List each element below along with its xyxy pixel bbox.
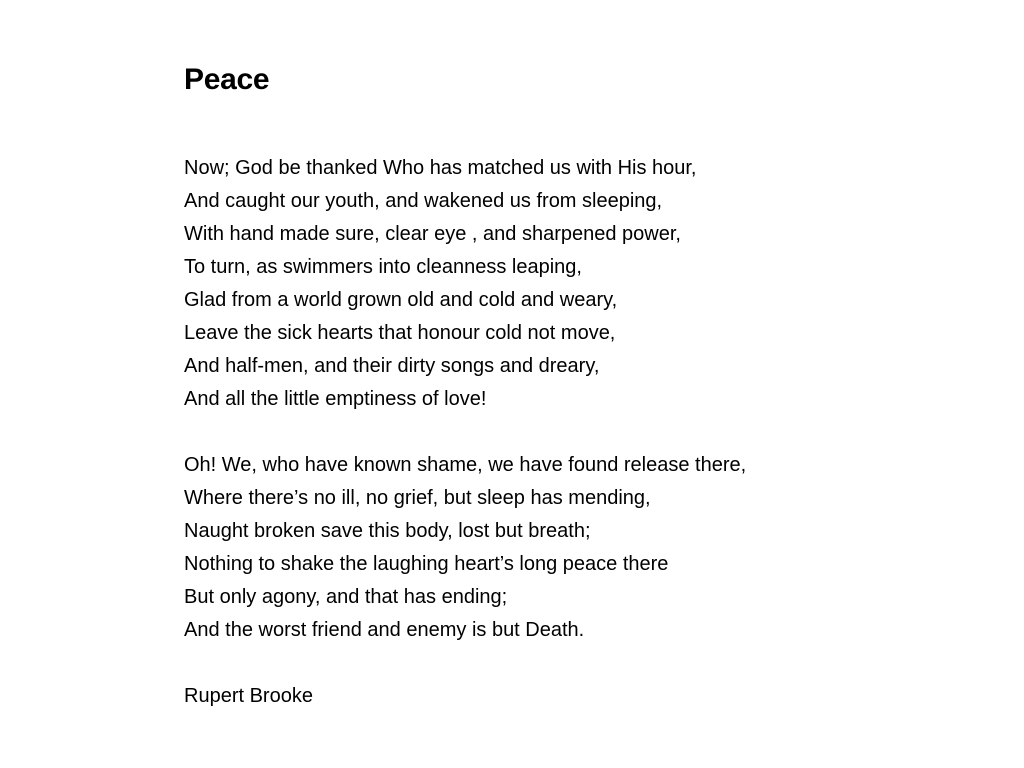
poem-line: Oh! We, who have known shame, we have found release there, <box>184 454 747 476</box>
poem-line: Nothing to shake the laughing heart’s long peace there <box>184 553 669 575</box>
poem-line: And all the little emptiness of love! <box>184 388 487 410</box>
poem-line: Naught broken save this body, lost but breath; <box>184 520 591 542</box>
poem-line: Where there’s no ill, no grief, but sleep has mending, <box>184 487 651 509</box>
poem-line: To turn, as swimmers into cleanness leaping, <box>184 256 582 278</box>
poem-line: With hand made sure, clear eye , and sharpened power, <box>184 223 681 245</box>
poem-author: Rupert Brooke <box>184 685 313 707</box>
poem-line: And half-men, and their dirty songs and dreary, <box>184 355 600 377</box>
poem-line: Leave the sick hearts that honour cold not move, <box>184 322 616 344</box>
poem-line: Now; God be thanked Who has matched us with His hour, <box>184 157 697 179</box>
poem-line: And caught our youth, and wakened us from sleeping, <box>184 190 663 212</box>
poem-title: Peace <box>184 63 270 96</box>
poem-line: Glad from a world grown old and cold and weary, <box>184 289 618 311</box>
poem-line: But only agony, and that has ending; <box>184 586 508 608</box>
stanza-1 <box>184 152 964 416</box>
poem-line: And the worst friend and enemy is but Death. <box>184 619 585 641</box>
poem-document <box>184 60 964 713</box>
stanza-2 <box>184 449 964 647</box>
